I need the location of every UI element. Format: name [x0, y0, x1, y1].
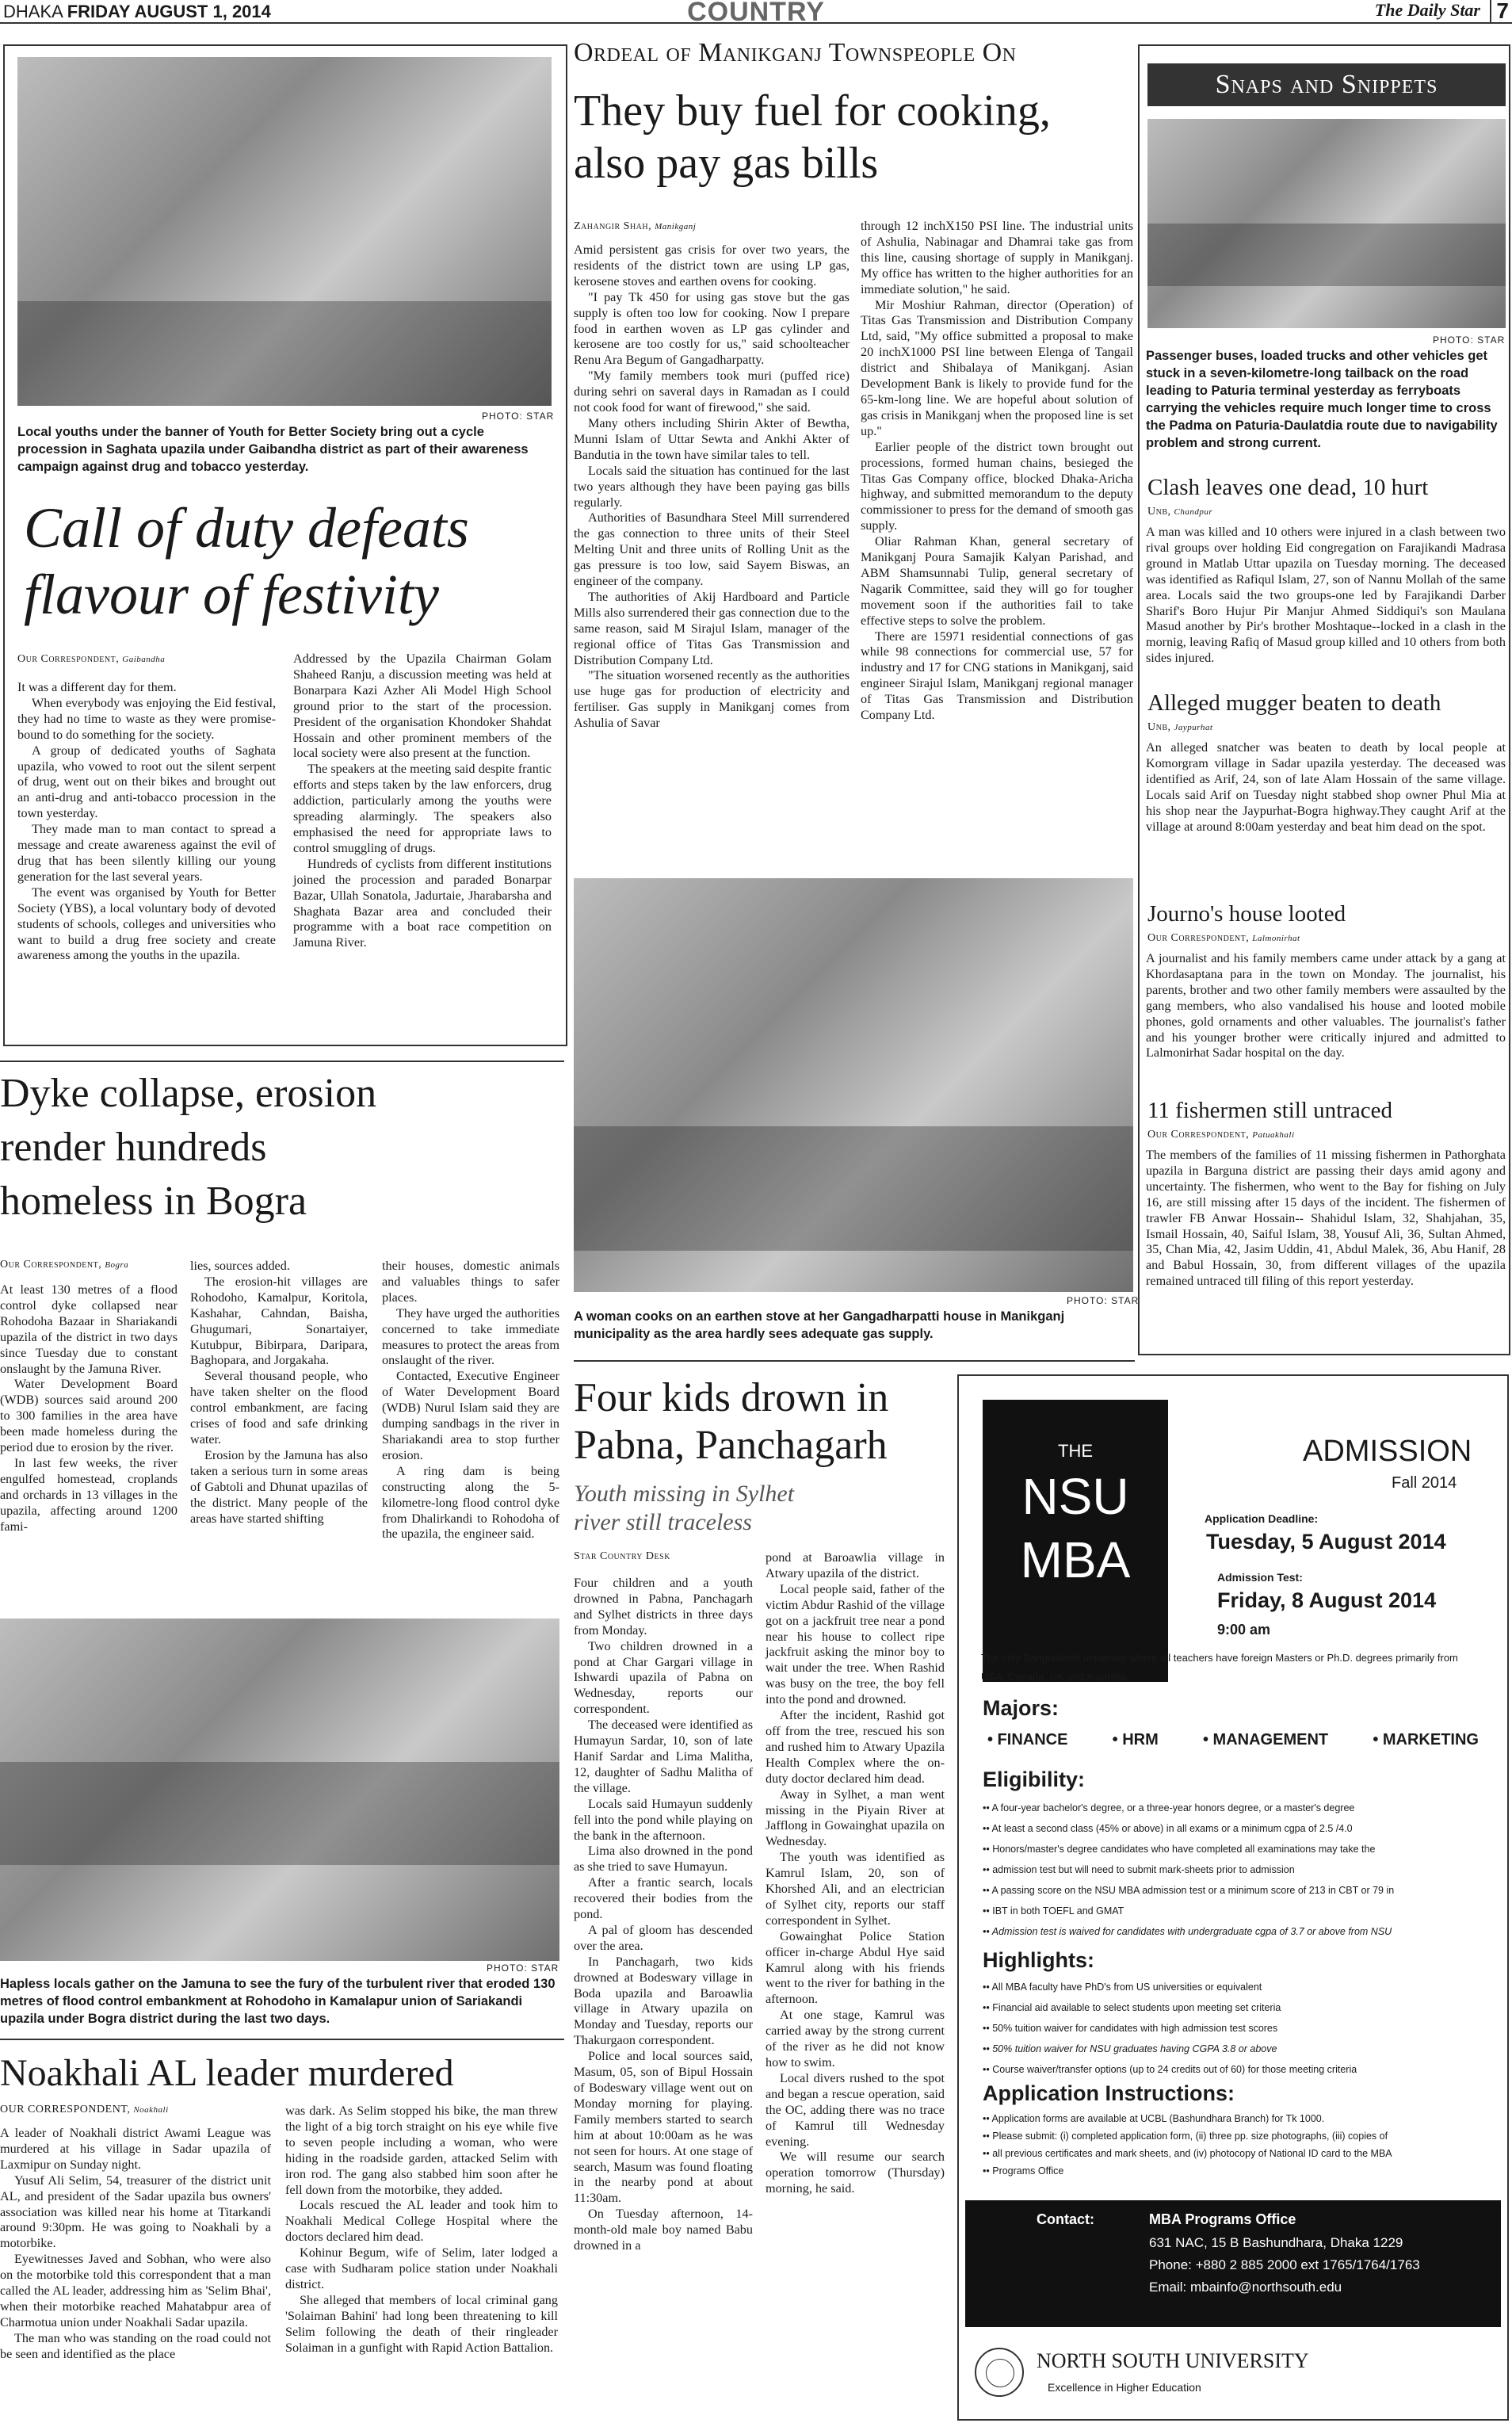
- byline-text: OUR CORRESPONDENT,: [0, 2104, 131, 2115]
- contact-email[interactable]: Email: mbainfo@northsouth.edu: [1149, 2280, 1342, 2295]
- headline-line-2: render hundreds: [0, 1125, 267, 1170]
- byline: Star Country Desk: [574, 1550, 670, 1562]
- logo-nsu: NSU: [1021, 1468, 1129, 1525]
- divider: [0, 1061, 564, 1062]
- paragraph: On Tuesday afternoon, 14-month-old male boy named Babu drowned in a: [574, 2207, 753, 2253]
- photo-caption: A woman cooks on an earthen stove at her Gangadharpatti house in Manikganj municipality as the area hardly sees adequate gas supply.: [574, 1309, 1065, 1341]
- list-item: •• Honors/master's degree candidates who have completed all examinations may take the: [983, 1839, 1498, 1859]
- deadline-label: Application Deadline:: [1205, 1512, 1319, 1525]
- byline-text: Our Correspondent,: [1147, 1129, 1253, 1141]
- paragraph: pond at Baroawlia village in Atwary upazila of the district.: [766, 1550, 945, 1580]
- contact-label: Contact:: [1037, 2211, 1094, 2227]
- photo-credit: PHOTO: STAR: [1433, 334, 1506, 346]
- byline-text: Our Correspondent,: [1147, 932, 1253, 944]
- photo-credit: PHOTO: STAR: [1067, 1295, 1140, 1306]
- byline: [574, 220, 696, 233]
- photo-credit: PHOTO: STAR: [482, 411, 555, 422]
- snippet-body: The members of the families of 11 missing fishermen in Pathorghata upazila in Barguna district are passing their days amid agony and uncertainty. The fishermen, who went to the Bay for fishing on July 16, are still missing after 15 days of the incident. The fishermen of trawler FB Anwar Hossain-- Shahidul Islam, 32, Shahjahan, 35, Ismail Hossain, 40, Saiful Islam, 38, Yousuf Ali, 36, Sultan Ahmed, 35, Chan Mia, 42, Jasim Uddin, 41, Abdul Malek, 36, Abu Hanif, 28 and Babul Hossain, 30, from different villages of the upazila remained untraced till filing of this report yesterday.: [1146, 1148, 1506, 1289]
- admission-title: ADMISSION: [1303, 1435, 1472, 1468]
- paragraph: The man who was standing on the road could not be seen and identified as the place: [0, 2330, 271, 2361]
- nsu-mba-advertisement: [957, 1374, 1509, 2421]
- paragraph: Locals said Humayun suddenly fell into the pond while playing on the bank in the afternoon.: [574, 1796, 753, 1843]
- paragraph: It was a different day for them.: [17, 680, 177, 694]
- paragraph: Locals rescued the AL leader and took him to Noakhali Medical College Hospital where the doctors declared him dead.: [285, 2198, 558, 2245]
- paragraph: The event was organised by Youth for Better Society (YBS), a local voluntary body of devoted students of schools, colleges and universities who want to build a drug free society and create awareness among the youths in the upazila.: [17, 885, 276, 963]
- ad-intro: The only Bangladeshi university where all teachers have foreign Masters or Ph.D. degrees primarily from USA, Canada, UK and Australia: [981, 1652, 1458, 1683]
- paragraph: Many others including Shirin Akter of Bewtha, Munni Islam of Uttar Sewta and Ankhi Akter of Bandutia in the town have similar tales to tell.: [574, 415, 850, 462]
- list-item: •• Admission test is waived for candidates with undergraduate cgpa of 3.7 or above from NSU: [983, 1921, 1498, 1942]
- paragraph: A leader of Noakhali district Awami League was murdered at his village in Sadar upazila of Laxmipur on Sunday night.: [0, 2126, 271, 2172]
- contact-office: MBA Programs Office: [1149, 2211, 1296, 2227]
- list-item: •• Course waiver/transfer options (up to 24 credits out of 60) for those meeting criteria: [983, 2059, 1498, 2080]
- paragraph: At least 130 metres of a flood control dyke collapsed near Rohodoha Bazaar in Shariakandi upazila of the district in two days since Tuesday due to constant onslaught by the Jamuna River.: [0, 1282, 178, 1376]
- paragraph: The erosion-hit villages are Rohodoho, Kamalpur, Koritola, Kashahar, Cahndan, Baisha, Ghugumari, Sonartaiyer, Kutubpur, Bibirpara, Daripara, Baghopara, and Jorgakaha.: [190, 1274, 368, 1368]
- list-item: •• admission test but will need to submit mark-sheets prior to admission: [983, 1859, 1498, 1880]
- paragraph: Away in Sylhet, a man went missing in the Piyain River at Jafflong in Gowainghat upazila on Wednesday.: [766, 1787, 945, 1849]
- byline-text: Our Correspondent,: [0, 1259, 102, 1271]
- admission-term: Fall 2014: [1392, 1474, 1457, 1492]
- snippet-body: An alleged snatcher was beaten to death by local people at Komorgram village in Sadar upazila yesterday. The deceased was identified as Arif, 24, son of late Alam Hossain of the same village. Locals said Arif on Tuesday night stabbed shop owner Phul Mia at his shop near the Jaypurhat-Bogra highway.They caught Arif at the village at around 8:00am yesterday and beat him dead on the spot.: [1146, 740, 1506, 834]
- byline: [0, 2104, 169, 2116]
- list-item: •• A four-year bachelor's degree, or a three-year honors degree, or a master's degree: [983, 1798, 1498, 1818]
- paragraph: The youth was identified as Kamrul Islam, 20, son of Khorshed Ali, and an electrician of Sylhet city, reports our staff correspondent in Sylhet.: [766, 1850, 945, 1928]
- paragraph: Water Development Board (WDB) sources said around 200 to 300 families in the area have been made homeless during the period due to erosion by the river.: [0, 1377, 178, 1455]
- paragraph: Yusuf Ali Selim, 54, treasurer of the district unit AL, and president of the Sadar upazila bus owners' association was killed near his home at Titarkandi around 9:30pm. He was going to Noakhali by a motorbike.: [0, 2173, 271, 2251]
- article-column: [17, 680, 276, 964]
- paragraph: Earlier people of the district town brought out processions, formed human chains, besieged the Titas Gas Company office, blocked Dhaka-Aricha highway, and submitted memorandum to the deputy commissioner to press for the demand of smooth gas supply.: [861, 439, 1133, 533]
- snippet-byline: [1147, 1129, 1295, 1141]
- list-item: •• Programs Office: [983, 2162, 1498, 2180]
- paragraph: After the incident, Rashid got off from the tree, rescued his son and rushed him to Atwary Upazila Health Complex where the on-duty doctor declared him dead.: [766, 1708, 945, 1786]
- paragraph: was dark. As Selim stopped his bike, the man threw the light of a big torch straight on his eye while five to seven people including a woman, who were hiding in the roadside garden, attacked Selim with iron rod. The gang also stabbed him soon after he fell down from the motorbike, they added.: [285, 2104, 558, 2197]
- article-column: [0, 1282, 178, 1535]
- paragraph: Mir Moshiur Rahman, director (Operation) of Titas Gas Transmission and Distribution Company Ltd, said, "My office submitted a proposal to make 20 inchX1000 PSI line between Elenga of Tangail district and Shibalaya of Manikganj. Asian Development Bank is likely to provide fund for the 65-km-long line. We are hopeful about solution of gas crisis in Manikganj when the proposed line is set up.": [861, 297, 1133, 438]
- contact-phone: Phone: +880 2 885 2000 ext 1765/1764/1763: [1149, 2257, 1420, 2272]
- article-column: [190, 1259, 368, 1527]
- headline-line-1: Call of duty defeats: [24, 496, 469, 560]
- photo-caption: Local youths under the banner of Youth for Better Society bring out a cycle procession in Saghata upazila under Gaibandha district as part of their awareness campaign against drug and tobacco yesterday.: [17, 425, 529, 474]
- paragraph: In Panchagarh, two kids drowned at Bodeswary village in Boda upazila and Baroawlia village in Atwary upazila on Monday and Tuesday, reports our Thakurgaon correspondent.: [574, 1954, 753, 2048]
- snippet-headline: Alleged mugger beaten to death: [1147, 690, 1441, 716]
- subheadline-line-1: Youth missing in Sylhet: [574, 1481, 795, 1507]
- paragraph: Addressed by the Upazila Chairman Golam Shaheed Ranju, a discussion meeting was held at Bonarpara Kazi Azher Ali Model High School ground prior to the start of the procession. President of the organisation Khondoker Shahdat Hossain and other prominent members of the local society were also present at the function.: [293, 652, 552, 761]
- byline: [17, 653, 165, 666]
- paragraph: They made man to man contact to spread a message and create awareness against the evil of drug that has been silently killing our young generation for the last several years.: [17, 822, 276, 884]
- university-seal-icon: [975, 2348, 1024, 2397]
- headline: Noakhali AL leader murdered: [0, 2052, 454, 2094]
- byline-text: Unb,: [1147, 721, 1174, 733]
- byline-text: Unb,: [1147, 506, 1174, 518]
- article-column: [766, 1550, 945, 2197]
- photo-cycle-procession: [17, 57, 552, 406]
- paragraph: In last few weeks, the river engulfed homestead, croplands and orchards in 13 villages in the upazila, affecting around 1200 fami-: [0, 1455, 178, 1534]
- paragraph: A group of dedicated youths of Saghata upazila, who vowed to root out the silent serpent of drug, went out on their bikes and brought out an anti-drug and anti-tobacco procession in the town yesterday.: [17, 743, 276, 821]
- logo-the: THE: [1058, 1441, 1093, 1461]
- paragraph: Amid persistent gas crisis for over two years, the residents of the district town are using LP gas, kerosene stoves and earthen ovens for cooking.: [574, 243, 850, 289]
- paragraph: Two children drowned in a pond at Char Gargari village in Ishwardi upazila of Pabna on Wednesday, reports our correspondent.: [574, 1638, 753, 1717]
- paragraph: They have urged the authorities concerned to take immediate measures to protect the areas from onslaught of the river.: [382, 1305, 559, 1368]
- page-number: 7: [1490, 0, 1509, 24]
- list-item: •• 50% tuition waiver for candidates with high admission test scores: [983, 2018, 1498, 2039]
- major-item: • MARKETING: [1373, 1731, 1479, 1748]
- paragraph: A ring dam is being constructing along the 5-kilometre-long flood control dyke from Dhalirkandi to Rohodoha of the upazila, the engineer said.: [382, 1463, 559, 1542]
- paragraph: Contacted, Executive Engineer of Water Development Board (WDB) Nurul Islam said they are dumping sandbags in the river in Shariakandi area to stop further erosion.: [382, 1369, 559, 1462]
- byline-text: Our Correspondent,: [17, 653, 120, 665]
- paragraph: lies, sources added.: [190, 1259, 290, 1273]
- byline-location: Bogra: [105, 1260, 129, 1270]
- paragraph: Local people said, father of the victim Abdur Rashid of the village got on a jackfruit tree near a pond near his house to collect ripe jackfruit asking the minor boy to wait under the tree. When Rashid was busy on the tree, the boy fell into the pond and drowned.: [766, 1581, 945, 1707]
- article-column: [574, 243, 850, 732]
- highlights-list: [983, 1977, 1498, 2080]
- snippet-body: A man was killed and 10 others were injured in a clash between two rival groups over holding Eid congregation on Farajikandi Madrasa ground in Matlab Uttar upazila on Tuesday morning. The deceased was identified as Rafiqul Islam, 27, son of Nannu Mollah of the same area. Locals said the two groups-one led by Farajikandi Darber Sharif's Boro Hujur Pir Manjur Ahmed Siddiqui's son Maulana Masud another by Pir's brother Moshtaque--locked in a clash in the mornig, leaving Rafiq of Masud group killed and 10 others from both sides injured.: [1146, 525, 1506, 666]
- paragraph: At one stage, Kamrul was carried away by the strong current of the river as he did not know how to swim.: [766, 2008, 945, 2069]
- paper-name: The Daily Star: [1374, 0, 1480, 20]
- masthead-date-text: FRIDAY AUGUST 1, 2014: [67, 2, 271, 21]
- headline-line-2: also pay gas bills: [574, 139, 879, 188]
- headline-line-2: Pabna, Panchagarh: [574, 1423, 888, 1468]
- paragraph: A pal of gloom has descended over the area.: [574, 1922, 753, 1953]
- eligibility-list: [983, 1798, 1498, 1942]
- majors-list: [987, 1731, 1479, 1749]
- article-column: [574, 1576, 753, 2254]
- logo-mba: MBA: [1020, 1531, 1131, 1588]
- list-item: •• A passing score on the NSU MBA admission test or a minimum score of 213 in CBT or 79 in: [983, 1880, 1498, 1901]
- snippet-headline: Journo's house looted: [1147, 901, 1346, 927]
- byline-location: Lalmonirhat: [1252, 934, 1300, 943]
- paragraph: Lima also drowned in the pond as she tried to save Humayun.: [574, 1844, 753, 1875]
- snippet-byline: [1147, 506, 1212, 518]
- article-column: [293, 652, 552, 951]
- paragraph: We will resume our search operation tomorrow (Thursday) morning, he said.: [766, 2150, 945, 2196]
- list-item: •• All MBA faculty have PhD's from US universities or equivalent: [983, 1977, 1498, 1997]
- headline-line-1: They buy fuel for cooking,: [574, 86, 1051, 136]
- list-item: •• 50% tuition waiver for NSU graduates having CGPA 3.8 or above: [983, 2039, 1498, 2059]
- paragraph: "My family members took muri (puffed rice) during sehri on saveral days in Ramadan as I could not cook food for want of firewood," she said.: [574, 369, 850, 415]
- photo-caption: Hapless locals gather on the Jamuna to see the fury of the turbulent river that eroded 130 metres of flood control embankment at Rohodoho in Kamalapur union of Sariakandi upazila under Bogra district during the last two days.: [0, 1977, 556, 2026]
- kicker: Ordeal of Manikganj Townspeople On: [574, 38, 1017, 67]
- nsu-mba-logo: [983, 1400, 1168, 1682]
- paragraph: Erosion by the Jamuna has also taken a serious turn in some areas of Gabtoli and Dhunat upazilas of the district. Many people of the areas have started shifting: [190, 1447, 368, 1526]
- contact-block: [965, 2200, 1501, 2327]
- snippet-headline: 11 fishermen still untraced: [1147, 1098, 1392, 1123]
- article-column: [861, 219, 1133, 724]
- snippet-headline: Clash leaves one dead, 10 hurt: [1147, 475, 1429, 500]
- paragraph: The deceased were identified as Humayun Sardar, 10, son of late Hanif Sardar and Lima Malitha, 12, daughter of Sadhu Malitha of the village.: [574, 1718, 753, 1795]
- photo-jamuna-erosion: [0, 1619, 559, 1961]
- list-item: •• Financial aid available to select students upon meeting set criteria: [983, 1997, 1498, 2018]
- article-column: [382, 1259, 559, 1542]
- byline-location: Patuakhali: [1252, 1130, 1295, 1140]
- paragraph: Kohinur Begum, wife of Selim, later lodged a case with Sudharam police station under Noakhali district.: [285, 2245, 558, 2291]
- eligibility-title: Eligibility:: [983, 1768, 1086, 1791]
- paragraph: through 12 inchX150 PSI line. The industrial units of Ashulia, Nabinagar and Dhamrai take gas from this line, causing shortage of supply in Manikganj. My office has written to the higher authorities for an immediate solution," he said.: [861, 219, 1133, 296]
- headline-line-1: Dyke collapse, erosion: [0, 1071, 377, 1116]
- paragraph: When everybody was enjoying the Eid festival, they had no time to waste as they were promise-bound to do something for the society.: [17, 695, 276, 742]
- divider: [0, 2039, 564, 2040]
- paragraph: The authorities of Akij Hardboard and Particle Mills also surrendered their gas connection due to the same reason, said M Sirajul Islam, manager of the regional office of Titas Gas Transmission and Distribution Company Ltd.: [574, 589, 850, 667]
- article-column: [0, 2126, 271, 2363]
- paragraph: Gowainghat Police Station officer in-charge Abdul Hye said Kamrul along with his friends went to the river for bathing in the afternoon.: [766, 1928, 945, 2007]
- photo-woman-cooking: [574, 878, 1133, 1292]
- paragraph: The speakers at the meeting said despite frantic efforts and steps taken by the law enforcers, drug addiction, particularly among the youths were spreading alarmingly. The speakers also emphasised the need for appropriate laws to control smuggling of drugs.: [293, 762, 552, 855]
- application-list: [983, 2110, 1498, 2180]
- snaps-header: Snaps and Snippets: [1147, 63, 1506, 106]
- paragraph: Authorities of Basundhara Steel Mill surrendered the gas connection to three units of their Steel Melting Unit and three units of Rolling Unit as the gas pressure is too low, said Sayem Biswas, an engineer of the company.: [574, 510, 850, 589]
- paragraph: After a frantic search, locals recovered their bodies from the pond.: [574, 1875, 753, 1922]
- article-column: [285, 2104, 558, 2356]
- byline-location: Manikganj: [655, 222, 697, 231]
- paragraph: "The situation worsened recently as the authorities use huge gas for production of electricity and fertiliser. Gas supply in Manikganj comes from Ashulia of Savar: [574, 668, 850, 731]
- list-item: •• Please submit: (i) completed application form, (ii) three pp. size photographs, (iii) copies of: [983, 2127, 1498, 2145]
- photo-credit: PHOTO: STAR: [487, 1962, 559, 1974]
- divider: [574, 1360, 1135, 1362]
- byline-location: Jaypurhat: [1174, 723, 1213, 732]
- test-time: 9:00 am: [1217, 1622, 1271, 1638]
- paragraph: Locals said the situation has continued for the last two years although they have been paying gas bills regularly.: [574, 463, 850, 510]
- test-date: Friday, 8 August 2014: [1217, 1588, 1437, 1612]
- byline-location: Chandpur: [1174, 507, 1213, 517]
- photo-caption: Passenger buses, loaded trucks and other vehicles get stuck in a seven-kilometre-long tailback on the road leading to Paturia terminal yesterday as ferryboats carrying the vehicles require much longer time to cross the Padma on Paturia-Daulatdia route due to navigability problem and strong current.: [1146, 349, 1498, 450]
- list-item: •• IBT in both TOEFL and GMAT: [983, 1901, 1498, 1921]
- paragraph: There are 15971 residential connections of gas while 98 connections for commercial use, 57 for industry and 17 for CNG stations in Manikganj, said engineer Sirajul Islam, Manikganj regional manager of Titas Gas Transmission and Distribution Company Ltd.: [861, 629, 1133, 723]
- list-item: •• Application forms are available at UCBL (Bashundhara Branch) for Tk 1000.: [983, 2110, 1498, 2127]
- university-tagline: Excellence in Higher Education: [1048, 2381, 1201, 2394]
- paragraph: "I pay Tk 450 for using gas stove but the gas supply is often too low for cooking. Now I prepare food in earthen woven as LP gas cylinder and kerosene are too costly for us," said schoolteacher Renu Ara Begum of Gangadharpatty.: [574, 289, 850, 368]
- snippet-byline: [1147, 932, 1300, 945]
- highlights-title: Highlights:: [983, 1948, 1094, 1972]
- section-title: COUNTRY: [687, 0, 825, 27]
- paragraph: Police and local sources said, Masum, 05, son of Bipul Hossain of Bodeswary village went out on Monday morning for playing. Family members started to search him at about 10:00am as he was not seen for hours. At one stage of search, Masum was found floating in the nearby pond at about 11:30am.: [574, 2049, 753, 2206]
- paragraph: Local divers rushed to the spot and began a rescue operation, said the OC, adding there was no trace of Kamrul till Wednesday evening.: [766, 2070, 945, 2149]
- list-item: •• At least a second class (45% or above) in all exams or a minimum cgpa of 2.5 /4.0: [983, 1818, 1498, 1839]
- paragraph: Oliar Rahman Khan, general secretary of Manikganj Poura Samajik Kalyan Parishad, and ABM Shamsunnabi Tulip, general secretary of Nagarik Committee, said they will go for tougher movement soon if the authorities fail to take effective steps to solve the problem.: [861, 534, 1133, 628]
- byline-location: Gaibandha: [122, 655, 166, 664]
- paragraph: Hundreds of cyclists from different institutions joined the procession and paraded Bonarpar Bazar, Ullah Sonatola, Jadurtaie, Jharabarsha and Shaghata Bazar area and concluded their programme with a boat race competition on Jamuna River.: [293, 856, 552, 950]
- masthead-city: DHAKA: [3, 2, 63, 21]
- paragraph: She alleged that members of local criminal gang 'Solaiman Bahini' had long been threatening to kill Selim following the death of their ringleader Solaiman in a gunfight with Rapid Action Battalion.: [285, 2292, 558, 2355]
- byline-location: Noakhali: [133, 2105, 169, 2115]
- majors-title: Majors:: [983, 1696, 1060, 1720]
- byline: [0, 1259, 128, 1271]
- paragraph: Four children and a youth drowned in Pabna, Panchagarh and Sylhet districts in three days from Monday.: [574, 1576, 753, 1638]
- contact-address: 631 NAC, 15 B Bashundhara, Dhaka 1229: [1149, 2235, 1403, 2250]
- test-label: Admission Test:: [1217, 1571, 1303, 1584]
- university-name: NORTH SOUTH UNIVERSITY: [1037, 2349, 1309, 2372]
- paragraph: their houses, domestic animals and valuables things to safer places.: [382, 1259, 559, 1305]
- photo-bus-tailback: [1147, 119, 1506, 328]
- paragraph: Eyewitnesses Javed and Sobhan, who were also on the motorbike told this correspondent that a man called the AL leader, addressing him as 'Selim Bhai', when their motorbike reached Mahatabpur area of Charmotua union under Noakhali Sadar upazila.: [0, 2252, 271, 2329]
- headline-line-1: Four kids drown in: [574, 1375, 889, 1420]
- headline-line-2: flavour of festivity: [24, 563, 439, 626]
- list-item: •• all previous certificates and mark sheets, and (iv) photocopy of National ID card to the MBA: [983, 2145, 1498, 2162]
- snippet-body: A journalist and his family members came under attack by a gang at Khordasaptana para in the town on Monday. The journalist, his parents, brother and two other family members were assaulted by the gang members, who also vandalised his house and looted mobile phones, gold ornaments and other valuables. The journalist's father and his younger brother were critically injured and admitted to Lalmonirhat Sadar hospital on the day.: [1146, 951, 1506, 1061]
- snippet-byline: [1147, 721, 1212, 734]
- major-item: • MANAGEMENT: [1203, 1731, 1329, 1748]
- major-item: • HRM: [1112, 1731, 1159, 1748]
- paragraph: Several thousand people, who have taken shelter on the flood control embankment, are facing crises of food and safe drinking water.: [190, 1369, 368, 1447]
- masthead: [0, 0, 1512, 27]
- major-item: • FINANCE: [987, 1731, 1068, 1748]
- deadline-date: Tuesday, 5 August 2014: [1206, 1530, 1446, 1554]
- application-title: Application Instructions:: [983, 2081, 1235, 2105]
- byline-text: Zahangir Shah,: [574, 220, 652, 232]
- subheadline-line-2: river still traceless: [574, 1509, 752, 1535]
- headline-line-3: homeless in Bogra: [0, 1179, 307, 1224]
